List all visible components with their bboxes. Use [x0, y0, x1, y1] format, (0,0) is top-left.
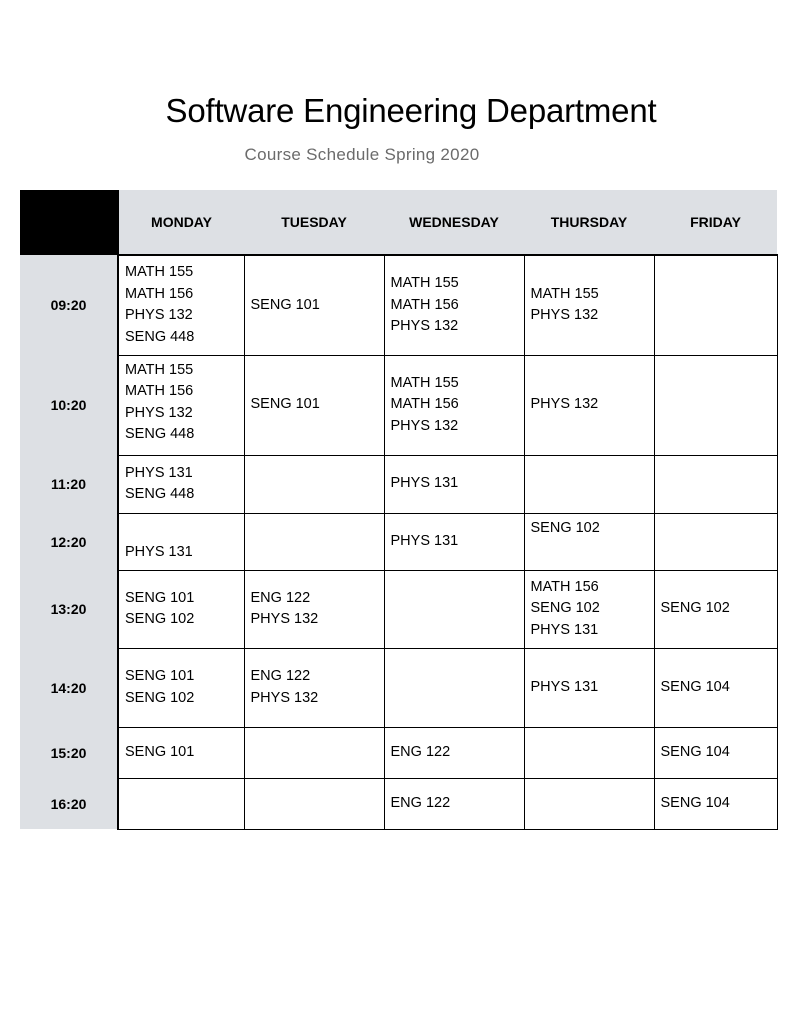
- schedule-cell: [524, 255, 654, 355]
- course-code: PHYS 132: [530, 396, 599, 413]
- course-code: MATH 156: [390, 396, 459, 413]
- schedule-cell: [524, 727, 654, 778]
- course-code: MATH 155: [125, 361, 194, 378]
- course-code: PHYS 131: [125, 464, 193, 481]
- schedule-cell: [384, 778, 524, 829]
- time-label: 14:20: [20, 648, 118, 727]
- schedule-cell: [524, 778, 654, 829]
- course-code: SENG 448: [125, 426, 195, 442]
- time-label: 09:20: [20, 255, 118, 355]
- course-code: MATH 155: [125, 264, 194, 281]
- time-label: 12:20: [20, 513, 118, 570]
- schedule-cell: [654, 513, 777, 570]
- schedule-cell: [384, 727, 524, 778]
- course-code: PHYS 132: [390, 417, 459, 434]
- course-code: PHYS 131: [390, 532, 459, 549]
- schedule-cell: [244, 648, 384, 727]
- time-row: [20, 255, 777, 355]
- course-code: SENG 101: [250, 296, 320, 313]
- schedule-cell: [654, 648, 777, 727]
- course-code: SENG 101: [125, 668, 195, 684]
- time-label: 10:20: [20, 355, 118, 455]
- time-row: [20, 570, 777, 648]
- schedule-cell: [118, 570, 244, 648]
- course-code: PHYS 132: [390, 318, 459, 334]
- schedule-cell: [654, 255, 777, 355]
- course-code: MATH 156: [530, 578, 599, 595]
- schedule-cell: [524, 455, 654, 513]
- schedule-cell: [524, 648, 654, 727]
- schedule-cell: [654, 727, 777, 778]
- course-code: SENG 101: [250, 396, 320, 413]
- course-code: ENG 122: [250, 668, 311, 684]
- day-header: MONDAY: [118, 190, 244, 255]
- schedule-cell: [118, 255, 244, 355]
- schedule-cell: [118, 727, 244, 778]
- schedule-cell: [654, 455, 777, 513]
- schedule-cell: [118, 455, 244, 513]
- course-code: SENG 101: [125, 743, 195, 760]
- schedule-cell: [118, 778, 244, 829]
- course-code: SENG 104: [660, 794, 730, 811]
- course-code: SENG 102: [125, 611, 195, 627]
- schedule-cell: [118, 513, 244, 570]
- time-row: [20, 648, 777, 727]
- time-row: [20, 355, 777, 455]
- course-code: SENG 102: [125, 689, 195, 706]
- course-code: PHYS 131: [390, 475, 459, 492]
- schedule-cell: [654, 570, 777, 648]
- time-label: 15:20: [20, 727, 118, 778]
- schedule-cell: [524, 355, 654, 455]
- course-code: PHYS 131: [125, 544, 193, 560]
- day-header: THURSDAY: [524, 190, 654, 255]
- course-code: PHYS 132: [250, 611, 319, 627]
- time-label: 16:20: [20, 778, 118, 829]
- course-code: MATH 155: [390, 374, 459, 391]
- day-header: WEDNESDAY: [384, 190, 524, 255]
- course-code: MATH 156: [125, 285, 194, 302]
- schedule-cell: [384, 355, 524, 455]
- day-header: TUESDAY: [244, 190, 384, 255]
- page-title: Software Engineering Department: [165, 92, 657, 129]
- course-code: MATH 155: [530, 285, 599, 302]
- schedule-cell: [384, 648, 524, 727]
- course-code: PHYS 131: [530, 678, 599, 695]
- schedule-cell: [244, 570, 384, 648]
- page-subtitle: Course Schedule Spring 2020: [244, 145, 480, 164]
- corner-cell: [20, 190, 118, 255]
- time-label: 13:20: [20, 570, 118, 648]
- time-row: [20, 513, 777, 570]
- schedule-cell: [118, 648, 244, 727]
- course-code: SENG 102: [530, 600, 600, 617]
- schedule-cell: [524, 513, 654, 570]
- course-code: PHYS 131: [530, 621, 599, 638]
- schedule-cell: [384, 570, 524, 648]
- course-code: PHYS 132: [250, 689, 319, 706]
- schedule-cell: [244, 727, 384, 778]
- time-row: [20, 727, 777, 778]
- schedule-cell: [384, 513, 524, 570]
- course-code: PHYS 132: [125, 404, 193, 421]
- course-code: ENG 122: [250, 589, 311, 606]
- day-header: FRIDAY: [654, 190, 777, 255]
- course-code: SENG 104: [660, 743, 730, 760]
- course-code: SENG 102: [660, 600, 730, 617]
- course-code: ENG 122: [390, 794, 451, 811]
- course-code: ENG 122: [390, 743, 451, 760]
- course-code: PHYS 132: [125, 307, 193, 324]
- course-code: SENG 448: [125, 328, 195, 345]
- schedule-cell: [244, 778, 384, 829]
- course-code: SENG 448: [125, 486, 195, 502]
- schedule-cell: [244, 355, 384, 455]
- course-code: MATH 156: [390, 296, 459, 313]
- course-code: MATH 156: [125, 383, 194, 399]
- course-code: MATH 155: [390, 275, 459, 291]
- course-code: PHYS 132: [530, 307, 599, 324]
- schedule-cell: [244, 255, 384, 355]
- time-row: [20, 455, 777, 513]
- schedule-cell: [654, 778, 777, 829]
- schedule-cell: [524, 570, 654, 648]
- schedule-body: [20, 255, 777, 829]
- schedule-cell: [654, 355, 777, 455]
- course-code: SENG 104: [660, 678, 730, 695]
- schedule-cell: [244, 513, 384, 570]
- schedule-cell: [384, 255, 524, 355]
- course-code: SENG 101: [125, 589, 195, 606]
- header-row: [20, 190, 777, 255]
- schedule-table: [20, 190, 778, 830]
- schedule-cell: [384, 455, 524, 513]
- schedule-cell: [118, 355, 244, 455]
- course-code: SENG 102: [530, 519, 600, 536]
- schedule-cell: [244, 455, 384, 513]
- time-row: [20, 778, 777, 829]
- time-label: 11:20: [20, 455, 118, 513]
